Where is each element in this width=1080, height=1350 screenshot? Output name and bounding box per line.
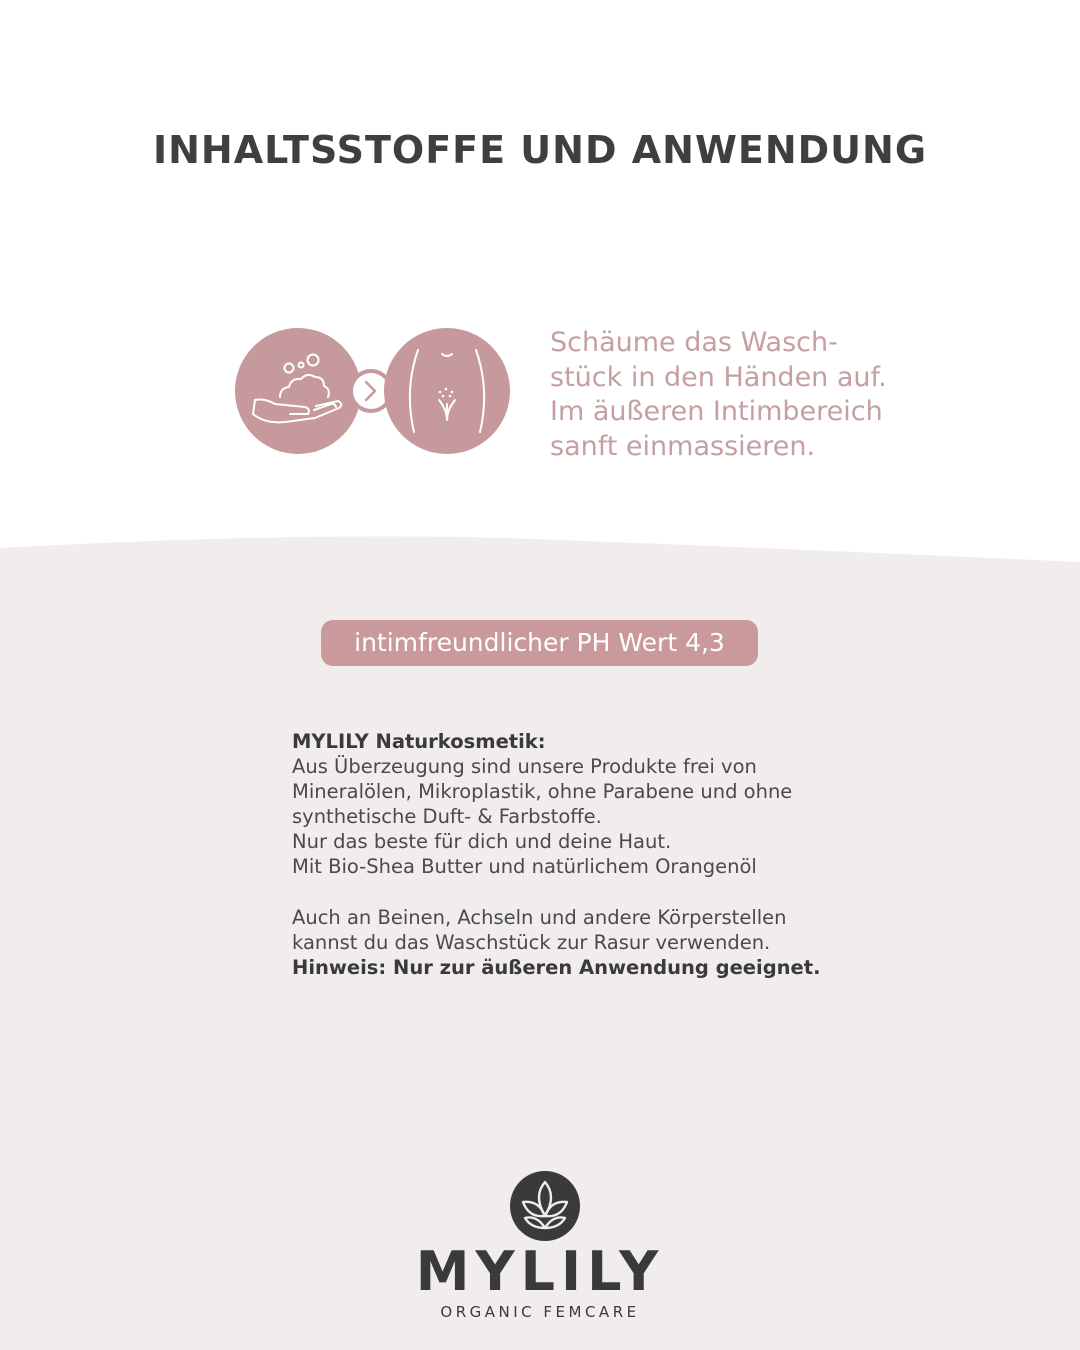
ph-value-badge: intimfreundlicher PH Wert 4,3 [321,620,758,666]
instruction-line: stück in den Händen auf. [550,361,887,393]
description-line: synthetische Duft- & Farbstoffe. [292,805,602,829]
description-line: Mineralölen, Mikroplastik, ohne Parabene und ohne [292,780,793,804]
paragraph-spacer [292,880,812,905]
hand-foam-icon [235,328,361,454]
description-line: Auch an Beinen, Achseln und andere Körperstellen [292,905,787,929]
description-line: kannst du das Waschstück zur Rasur verwenden. [292,930,771,954]
instruction-line: sanft einmassieren. [550,430,816,462]
description-line: Nur das beste für dich und deine Haut. [292,830,672,854]
instruction-line: Im äußeren Intimbereich [550,396,883,427]
instruction-icons [230,322,515,462]
brand-name: MYLILY [415,1240,665,1303]
description-line: Aus Überzeugung sind unsere Produkte frei von [292,755,757,779]
usage-instructions [550,326,910,464]
instruction-line: Schäume das Wasch- [550,327,838,358]
brand-tagline: ORGANIC FEMCARE [440,1303,640,1321]
intimate-area-icon [384,328,510,454]
lotus-icon [509,1170,581,1242]
usage-note: Hinweis: Nur zur äußeren Anwendung geeignet. [292,955,821,979]
page-title: INHALTSSTOFFE UND ANWENDUNG [152,128,928,172]
description-heading: MYLILY Naturkosmetik: [292,730,546,753]
product-description [292,729,821,980]
description-line: Mit Bio-Shea Butter und natürlichem Orangenöl [292,855,757,879]
